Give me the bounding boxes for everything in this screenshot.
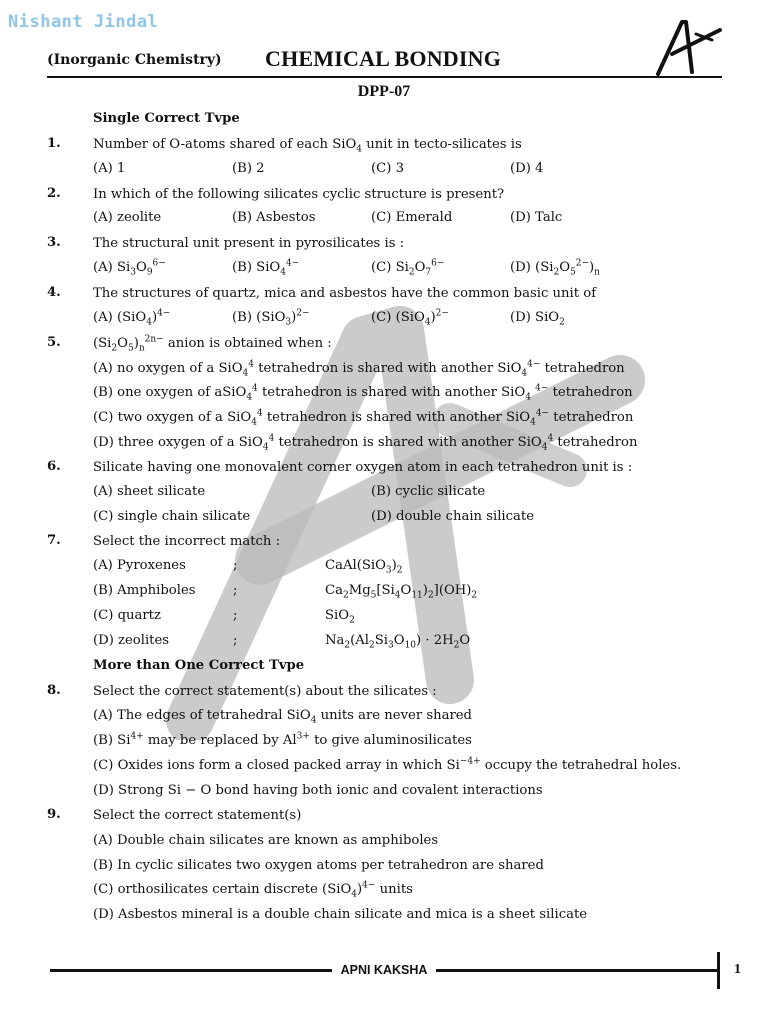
subject-label: (Inorganic Chemistry) bbox=[47, 52, 222, 68]
question-text: The structures of quartz, mica and asbestos have the common basic unit of bbox=[93, 286, 597, 301]
option: (B) $(SiO_3)^{2-}$ bbox=[232, 308, 310, 328]
option: (D) SiO$_2$ bbox=[510, 310, 565, 328]
option: (A) $(SiO_4)^{4-}$ bbox=[93, 308, 171, 328]
author-watermark: Nishant Jindal bbox=[8, 12, 159, 32]
match-formula: $CaAl(SiO_3)_2$ bbox=[325, 558, 403, 576]
question-number: 6. bbox=[47, 459, 61, 474]
footer-brand: APNI KAKSHA bbox=[340, 963, 428, 977]
option: (D) 4 bbox=[510, 161, 544, 176]
question-number: 9. bbox=[47, 807, 61, 822]
match-row bbox=[93, 558, 733, 576]
option: (C) Emerald bbox=[371, 210, 453, 225]
option: (B) SiO$_4^{4-}$ bbox=[232, 258, 300, 278]
option-line: (D) three oxygen of a SiO$_4^4$ tetrahedron is shared with another SiO$_4^4$ tetrahedron bbox=[93, 433, 638, 453]
option: (C) $Si_2O_7^{6-}$ bbox=[371, 258, 445, 278]
option-line: (C) Oxides ions form a closed packed array in which $Si^{-4+}$ occupy the tetrahedral holes. bbox=[93, 756, 682, 773]
option-line: (B) In cyclic silicates two oxygen atoms per tetrahedron are shared bbox=[93, 858, 544, 873]
match-separator: ; bbox=[233, 608, 238, 623]
page-title: CHEMICAL BONDING bbox=[265, 46, 502, 71]
options-row bbox=[93, 310, 733, 328]
option: (A) 1 bbox=[93, 161, 126, 176]
match-formula: SiO$_2$ bbox=[325, 608, 355, 626]
option: (C) $(SiO_4)^{2-}$ bbox=[371, 308, 449, 328]
section-heading-single: Single Correct Tvpe bbox=[93, 111, 240, 126]
question-text: In which of the following silicates cyclic structure is present? bbox=[93, 187, 505, 202]
question-number: 3. bbox=[47, 235, 61, 250]
question-number: 8. bbox=[47, 683, 61, 698]
question-text: Number of O-atoms shared of each SiO$_4$ unit in tecto-silicates is bbox=[93, 137, 522, 155]
question-number: 4. bbox=[47, 285, 61, 300]
option: (D) Talc bbox=[510, 210, 563, 225]
match-formula: $Ca_2Mg_5[Si_4O_{11})_2](OH)_2$ bbox=[325, 583, 478, 601]
option-line: (A) The edges of tetrahedral SiO$_4$ units are never shared bbox=[93, 708, 472, 726]
question-number: 2. bbox=[47, 186, 61, 201]
footer-divider bbox=[717, 952, 720, 989]
match-mineral: (A) Pyroxenes bbox=[93, 558, 186, 573]
match-separator: ; bbox=[233, 633, 238, 648]
option: (D) $(Si_2O_5^{2-})_n$ bbox=[510, 258, 600, 278]
question-number: 5. bbox=[47, 335, 61, 350]
question-text: The structural unit present in pyrosilicates is : bbox=[93, 236, 405, 251]
option: (C) single chain silicate bbox=[93, 509, 251, 524]
match-mineral: (B) Amphiboles bbox=[93, 583, 196, 598]
option-line: (B) $Si^{4+}$ may be replaced by $Al^{3+}$ to give aluminosilicates bbox=[93, 731, 472, 748]
option: (B) Asbestos bbox=[232, 210, 316, 225]
option-line: (D) Strong Si − O bond having both ionic and covalent interactions bbox=[93, 783, 543, 798]
options-row bbox=[93, 161, 733, 179]
footer-rule-right bbox=[436, 969, 718, 972]
option: (B) cyclic silicate bbox=[371, 484, 486, 499]
option-line: (C) orthosilicates certain discrete $(SiO_4)^{4-}$ units bbox=[93, 880, 413, 900]
question-text: Silicate having one monovalent corner oxygen atom in each tetrahedron unit is : bbox=[93, 460, 633, 475]
option: (B) 2 bbox=[232, 161, 265, 176]
option-line: (C) two oxygen of a SiO$_4^4$ tetrahedron is shared with another SiO$_4^{4-}$ tetrahedron bbox=[93, 408, 634, 428]
option-line: (B) one oxygen of aSiO$_4^4$ tetrahedron is shared with another SiO$_4$ $^{4-}$ tetrahedron bbox=[93, 383, 633, 403]
match-mineral: (D) zeolites bbox=[93, 633, 170, 648]
dpp-label: DPP-07 bbox=[357, 83, 411, 100]
question-number: 7. bbox=[47, 533, 61, 548]
match-separator: ; bbox=[233, 558, 238, 573]
options-row bbox=[93, 260, 733, 278]
option: (A) zeolite bbox=[93, 210, 162, 225]
match-row bbox=[93, 583, 733, 601]
match-row bbox=[93, 608, 733, 626]
match-row bbox=[93, 633, 733, 651]
match-formula: $Na_2(Al_2Si_3O_{10}) \cdot 2H_2O$ bbox=[325, 633, 471, 651]
section-heading-multiple: More than One Correct Tvpe bbox=[93, 658, 305, 673]
question-text: $(Si_2O_5)_n^{2n-}$ anion is obtained when : bbox=[93, 334, 332, 354]
option-line: (A) no oxygen of a SiO$_4^4$ tetrahedron is shared with another SiO$_4^{4-}$ tetrahedron bbox=[93, 359, 625, 379]
question-text: Select the correct statement(s) bbox=[93, 808, 302, 823]
match-separator: ; bbox=[233, 583, 238, 598]
option-line: (D) Asbestos mineral is a double chain silicate and mica is a sheet silicate bbox=[93, 907, 588, 922]
option: (D) double chain silicate bbox=[371, 509, 535, 524]
options-row bbox=[93, 484, 733, 502]
footer-rule-left bbox=[50, 969, 332, 972]
page-number: 1 bbox=[734, 962, 741, 977]
options-row bbox=[93, 509, 733, 527]
match-mineral: (C) quartz bbox=[93, 608, 161, 623]
option-line: (A) Double chain silicates are known as amphiboles bbox=[93, 833, 439, 848]
question-text: Select the incorrect match : bbox=[93, 534, 281, 549]
option: (C) 3 bbox=[371, 161, 404, 176]
question-text: Select the correct statement(s) about the silicates : bbox=[93, 684, 437, 699]
option: (A) sheet silicate bbox=[93, 484, 206, 499]
option: (A) $Si_3O_9^{6-}$ bbox=[93, 258, 166, 278]
question-number: 1. bbox=[47, 136, 61, 151]
options-row bbox=[93, 210, 733, 228]
